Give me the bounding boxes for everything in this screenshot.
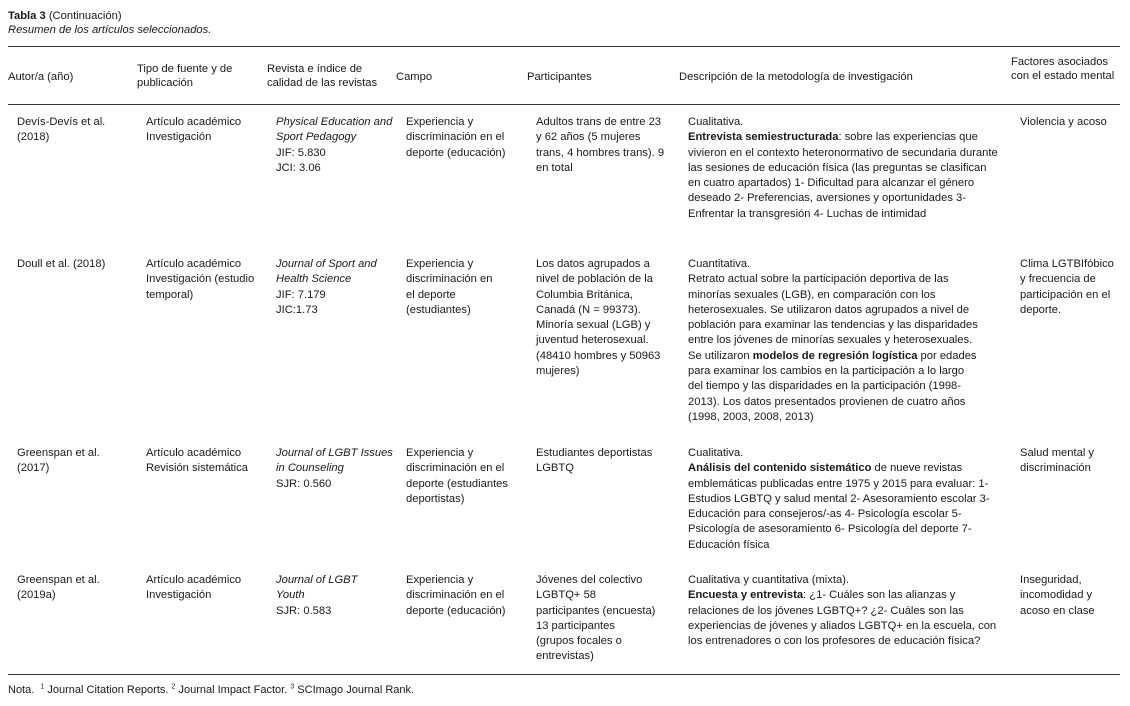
header-autor: Autor/a (año) xyxy=(8,71,74,83)
table-continuation: (Continuación) xyxy=(45,10,122,22)
row3-participantes: Estudiantes deportistas LGBTQ xyxy=(536,447,653,475)
row1-factores: Violencia y acoso xyxy=(1020,116,1107,128)
row2-revista-jic: JIC:1.73 xyxy=(276,303,318,316)
row3-revista-nombre: Journal of LGBT Issues in Counseling xyxy=(276,447,393,475)
row3-autor: Greenspan et al. (2017) xyxy=(17,447,100,475)
note-label: Nota. xyxy=(8,684,35,696)
row1-metodologia xyxy=(688,115,998,222)
row3-campo: Experiencia y discriminación en el deporte (estudiantes deportistas) xyxy=(406,447,508,505)
row2-autor: Doull et al. (2018) xyxy=(17,258,106,270)
row2-metodologia xyxy=(688,257,978,425)
row4-revista-sjr: SJR: 0.583 xyxy=(276,604,332,617)
row2-factores: Clima LGTBIfóbico y frecuencia de participación en el deporte. xyxy=(1020,258,1114,316)
row4-autor: Greenspan et al. (2019a) xyxy=(17,574,100,602)
row1-met-bold: Entrevista semiestructurada xyxy=(688,131,839,144)
row1-revista-jci: JCI: 3.06 xyxy=(276,161,321,174)
note-text-1: Journal Citation Reports. xyxy=(44,684,172,696)
row4-met-tipo: Cualitativa y cuantitativa (mixta). xyxy=(688,574,850,586)
row2-participantes: Los datos agrupados a nivel de población de la Columbia Británica, Canadá (N = 99373). Minoría sexual (LGB) y juventud heterosexual. (48410 hombres y 50963 mujeres) xyxy=(536,258,661,378)
row4-revista-nombre: Journal of LGBT Youth xyxy=(276,574,358,602)
note-sup-3: 3 xyxy=(290,683,295,691)
header-metodologia: Descripción de la metodología de investigación xyxy=(679,71,913,83)
row4-campo: Experiencia y discriminación en el deporte (educación) xyxy=(406,574,506,617)
row3-met-text: de nueve revistas emblemáticas publicadas entre 1975 y 2015 para evaluar: 1- Estudios LGBTQ y salud mental 2- Asesoramiento escolar 3- Educación para consejeros/-as 4- Psicología escolar 5- Psicología de asesoramiento 6- Psicología del deporte 7- Educación física xyxy=(688,462,990,551)
row3-tipo: Artículo académico Revisión sistemática xyxy=(146,447,248,475)
row3-metodologia xyxy=(688,446,1006,553)
header-campo: Campo xyxy=(396,71,433,83)
table-caption xyxy=(8,9,211,37)
note-sup-1: 1 xyxy=(40,683,45,691)
row1-autor: Devís-Devís et al. (2018) xyxy=(17,116,106,144)
row2-campo: Experiencia y discriminación en el deporte (estudiantes) xyxy=(406,258,493,316)
row4-participantes: Jóvenes del colectivo LGBTQ+ 58 participantes (encuesta) 13 participantes (grupos focales o entrevistas) xyxy=(536,574,656,663)
row2-revista-jif: JIF: 7.179 xyxy=(276,288,326,301)
row4-revista xyxy=(276,573,376,619)
row3-met-tipo: Cualitativa. xyxy=(688,447,744,459)
row1-met-tipo: Cualitativa. xyxy=(688,116,744,128)
header-participantes: Participantes xyxy=(527,71,592,83)
header-factores: Factores asociados con el estado mental xyxy=(1011,56,1115,82)
table-label: Tabla 3 xyxy=(8,10,46,22)
row1-met-text: : sobre las experiencias que vivieron en el contexto heteronormativo de secundaria durante las sesiones de educación física (las preguntas se clasifican en cuatro apartados) 1- Dificultad para alcanzar el género deseado 2- Preferencias, aversiones y oportunidades 3- Enfrentar la transgresión 4- Luchas de intimidad xyxy=(688,131,998,220)
row2-met-bold: modelos de regresión logística xyxy=(752,349,918,362)
row4-metodologia xyxy=(688,573,1006,649)
row1-revista xyxy=(276,115,396,176)
row4-met-bold: Encuesta y entrevista xyxy=(688,589,804,602)
row4-met-text: : ¿1- Cuáles son las alianzas y relaciones de los jóvenes LGBTQ+? ¿2- Cuáles son las experiencias de jóvenes y aliados LGBTQ+ en la escuela, con los entrenadores o con los profesores de educación física? xyxy=(688,589,997,648)
row3-revista xyxy=(276,446,394,492)
bottom-rule xyxy=(8,674,1120,675)
header-revista: Revista e índice de calidad de las revistas xyxy=(267,63,378,89)
top-rule xyxy=(8,46,1120,47)
header-tipo: Tipo de fuente y de publicación xyxy=(137,63,233,89)
row3-revista-sjr: SJR: 0.560 xyxy=(276,477,332,490)
row1-campo: Experiencia y discriminación en el deporte (educación) xyxy=(406,116,506,159)
row3-met-bold: Análisis del contenido sistemático xyxy=(688,462,872,475)
note-text-3: SCImago Journal Rank. xyxy=(294,684,415,696)
row3-factores: Salud mental y discriminación xyxy=(1020,447,1095,475)
table-subtitle: Resumen de los artículos seleccionados. xyxy=(8,24,212,36)
row1-tipo: Artículo académico Investigación xyxy=(146,116,242,144)
header-rule xyxy=(8,104,1120,105)
table-note xyxy=(8,683,414,697)
row2-met-tipo: Cuantitativa. xyxy=(688,258,751,270)
note-text-2: Journal Impact Factor. xyxy=(175,684,291,696)
row1-revista-nombre: Physical Education and Sport Pedagogy xyxy=(276,116,393,144)
row1-revista-jif: JIF: 5.830 xyxy=(276,146,326,159)
row1-participantes: Adultos trans de entre 23 y 62 años (5 mujeres trans, 4 hombres trans). 9 en total xyxy=(536,116,665,174)
row2-met-pre: Retrato actual sobre la participación deportiva de las minorías sexuales (LGB), en comparación con los heterosexuales. Se utilizaron datos agrupados a nivel de población para examinar las tendencias y las disparidades entre los jóvenes de minorías sexuales y heterosexuales. Se utilizaron xyxy=(688,273,978,362)
row2-met-text: por edades para examinar los cambios en la participación a lo largo del tiempo y las disparidades en la participación (1998-2013). Los datos presentados provienen de cuatro años (1998, 2003, 2008, 2013) xyxy=(688,349,977,423)
row2-revista-nombre: Journal of Sport and Health Science xyxy=(276,258,377,286)
row4-factores: Inseguridad, incomodidad y acoso en clase xyxy=(1020,574,1095,617)
note-sup-2: 2 xyxy=(171,683,176,691)
row2-revista xyxy=(276,257,394,318)
row2-tipo: Artículo académico Investigación (estudio temporal) xyxy=(146,258,255,301)
row4-tipo: Artículo académico Investigación xyxy=(146,574,242,602)
